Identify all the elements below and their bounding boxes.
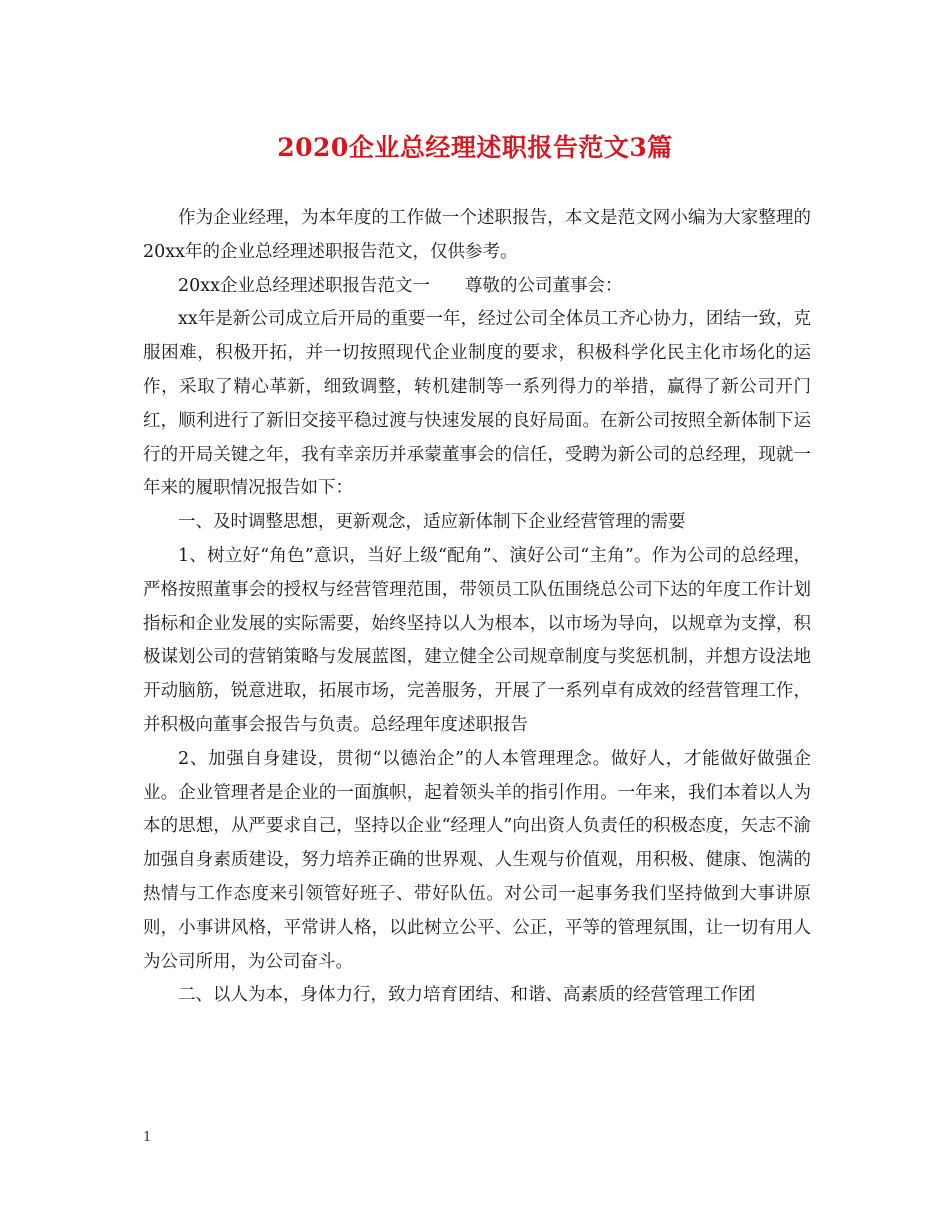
paragraph-salutation: 20xx企业总经理述职报告范文一 尊敬的公司董事会： — [178, 275, 623, 296]
section-heading-1: 一、及时调整思想，更新观念，适应新体制下企业经营管理的需要 — [178, 512, 686, 533]
page-number: 1 — [143, 1130, 152, 1145]
paragraph-point-1: 1、树立好“角色”意识，当好上级“配角”、演好公司“主角”。作为公司的总经理，严格按照董事会的授权与经营管理范围，带领员工队伍围绕总公司下达的年度工作计划指标和企业发展的实际需要，始终坚持以人为根本，以市场为导向，以规章为支撑，积极谋划公司的营销策略与发展蓝图，建立健全公司规章制度与奖惩机制，并想方设法地开动脑筋，锐意进取，拓展市场，完善服务，开展了一系列卓有成效的经营管理工作，并积极向董事会报告与负责。总经理年度述职报告 — [143, 545, 811, 735]
document-title: 2020企业总经理述职报告范文3篇 — [277, 133, 673, 162]
document-body — [143, 202, 811, 1013]
paragraph-intro: 作为企业经理，为本年度的工作做一个述职报告，本文是范文网小编为大家整理的20xx年的企业总经理述职报告范文，仅供参考。 — [143, 208, 811, 262]
paragraph-point-2: 2、加强自身建设，贯彻“以德治企”的人本管理理念。做好人，才能做好做强企业。企业管理者是企业的一面旗帜，起着领头羊的指引作用。一年来，我们本着以人为本的思想，从严要求自己，坚持以企业“经理人”向出资人负责任的积极态度，矢志不渝加强自身素质建设，努力培养正确的世界观、人生观与价值观，用积极、健康、饱满的热情与工作态度来引领管好班子、带好队伍。对公司一起事务我们坚持做到大事讲原则，小事讲风格，平常讲人格，以此树立公平、公正，平等的管理氛围，让一切有用人为公司所用，为公司奋斗。 — [143, 748, 811, 972]
section-heading-2: 二、以人为本，身体力行，致力培育团结、和谐、高素质的经营管理工作团 — [178, 985, 756, 1006]
paragraph-overview: xx年是新公司成立后开局的重要一年，经过公司全体员工齐心协力，团结一致，克服困难，积极开拓，并一切按照现代企业制度的要求，积极科学化民主化市场化的运作，采取了精心革新，细致调整，转机建制等一系列得力的举措，赢得了新公司开门红，顺利进行了新旧交接平稳过渡与快速发展的良好局面。在新公司按照全新体制下运行的开局关键之年，我有幸亲历并承蒙董事会的信任，受聘为新公司的总经理，现就一年来的履职情况报告如下： — [143, 309, 811, 499]
